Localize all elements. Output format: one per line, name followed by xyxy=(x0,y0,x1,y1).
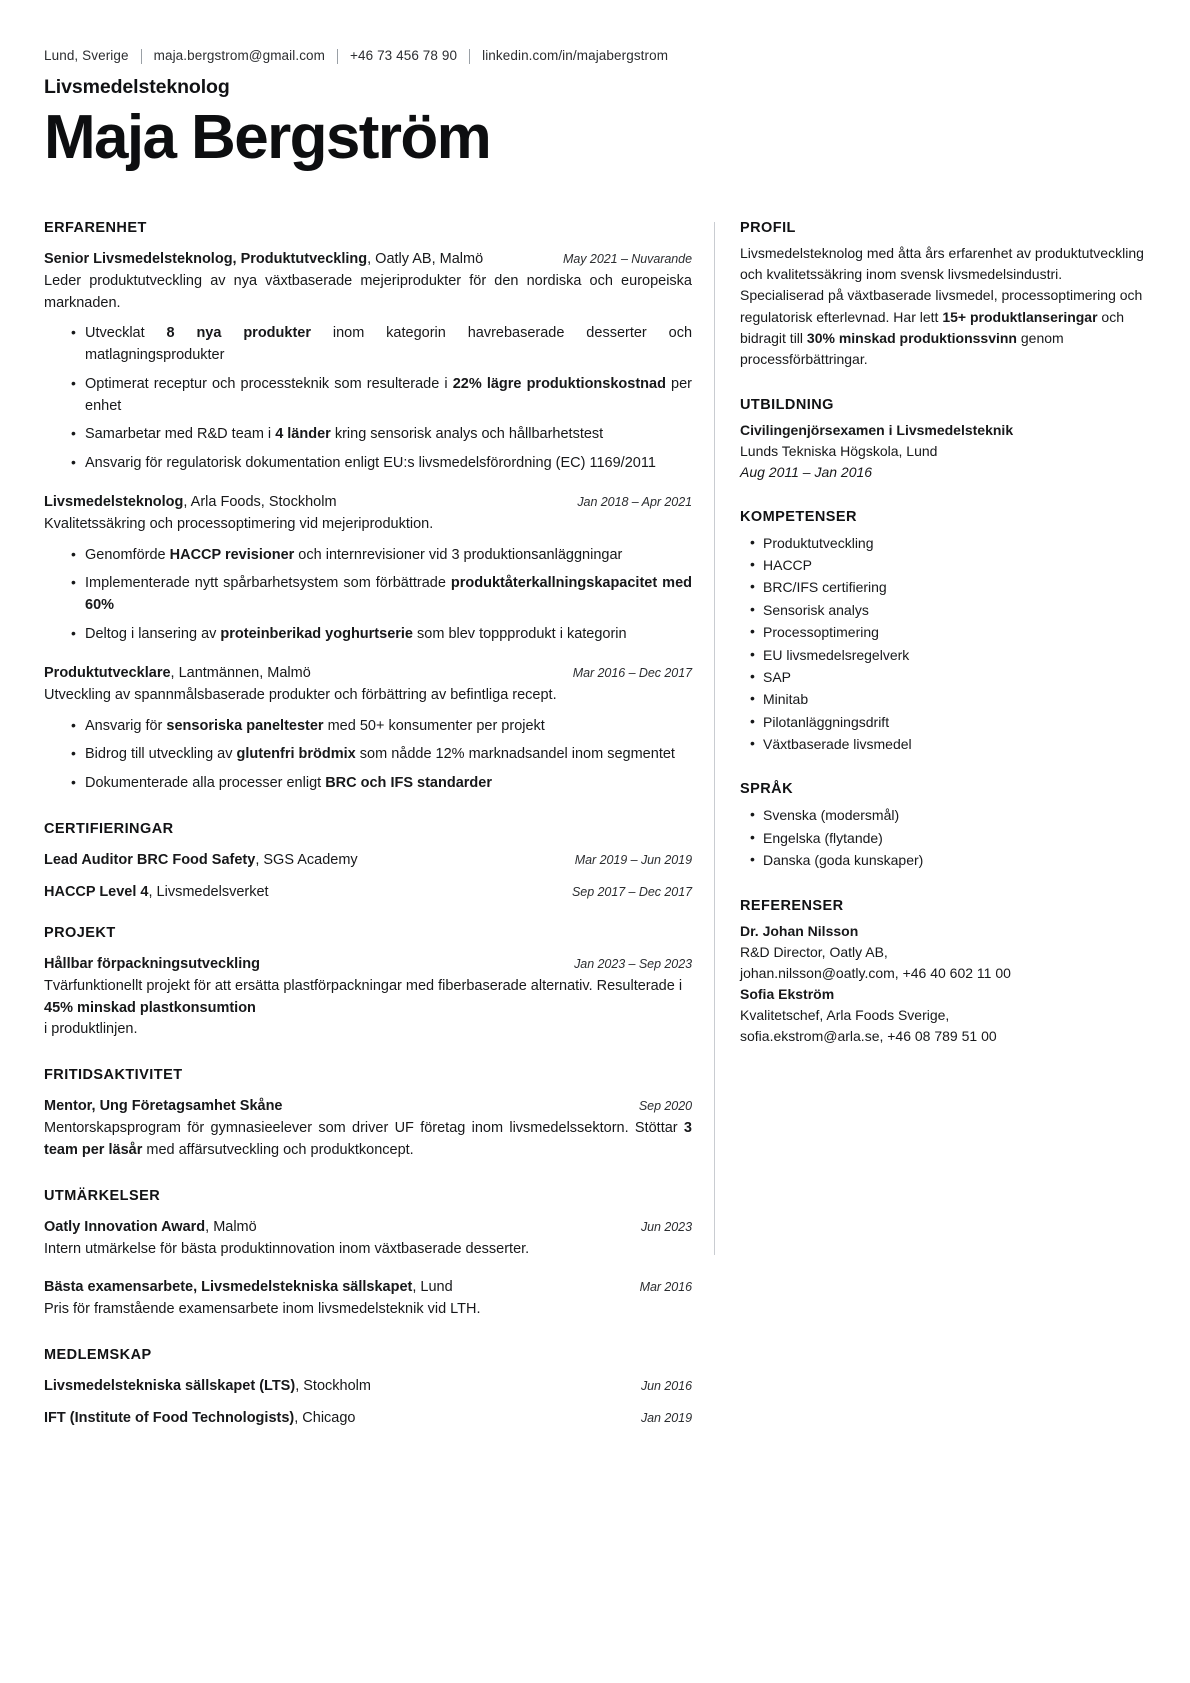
resume-entry xyxy=(44,492,692,646)
list-item: • Samarbetar med R&D team i 4 länder kring sensorisk analys och hållbarhetstest xyxy=(71,424,692,446)
entry-header xyxy=(44,1217,692,1238)
entry-description: Tvärfunktionellt projekt för att ersätta plastförpackningar med fiberbaserade alternativ. Resulterade i 45% minskad plastkonsumtion i produktlinjen. xyxy=(44,977,683,1038)
section-activities xyxy=(44,1067,692,1162)
section-references xyxy=(740,898,1144,1047)
resume-entry xyxy=(44,1408,692,1429)
section-memberships xyxy=(44,1347,692,1429)
entry-title: Produktutvecklare, Lantmännen, Malmö xyxy=(44,664,311,681)
list-item: • HACCP xyxy=(750,554,1144,576)
section-heading-education: UTBILDNING xyxy=(740,396,834,413)
membership-entries xyxy=(44,1376,692,1429)
list-item: • BRC/IFS certifiering xyxy=(750,576,1144,598)
section-heading-skills: KOMPETENSER xyxy=(740,508,857,525)
resume-entry xyxy=(44,850,692,871)
entry-date: Mar 2019 – Jun 2019 xyxy=(574,852,692,867)
body-columns xyxy=(44,220,1144,1455)
entry-title: IFT (Institute of Food Technologists), Chicago xyxy=(44,1410,356,1427)
entry-description: Kvalitetssäkring och processoptimering vid mejeriproduktion. xyxy=(44,515,434,532)
list-item: • Ansvarig för regulatorisk dokumentation enligt EU:s livsmedelsförordning (EC) 1169/2011 xyxy=(71,453,692,475)
experience-entries xyxy=(44,249,692,795)
entry-header xyxy=(44,492,692,513)
contact-line xyxy=(44,48,1144,63)
list-item: • Ansvarig för sensoriska paneltester med 50+ konsumenter per projekt xyxy=(71,716,692,738)
section-skills xyxy=(740,509,1144,756)
reference-item xyxy=(740,921,1144,984)
reference-contact[interactable]: sofia.ekstrom@arla.se, +46 08 789 51 00 xyxy=(740,1027,997,1044)
entry-title: Bästa examensarbete, Livsmedelstekniska sällskapet, Lund xyxy=(44,1279,453,1296)
resume-entry xyxy=(44,1096,692,1162)
section-profile xyxy=(740,220,1144,371)
activity-entries xyxy=(44,1096,692,1162)
list-item: • Minitab xyxy=(750,688,1144,710)
award-entries xyxy=(44,1217,692,1322)
entry-description: Mentorskapsprogram för gymnasieelever som driver UF företag inom livsmedelssektorn. Stöttar 3 team per läsår med affärsutveckling och produktkoncept. xyxy=(44,1120,692,1158)
list-item: • Produktutveckling xyxy=(750,532,1144,554)
entry-header xyxy=(44,663,692,684)
reference-contact[interactable]: johan.nilsson@oatly.com, +46 40 602 11 00 xyxy=(740,964,1011,981)
list-item: • Pilotanläggningsdrift xyxy=(750,711,1144,733)
entry-header xyxy=(44,249,692,270)
entry-date: Mar 2016 – Dec 2017 xyxy=(572,665,692,680)
entry-date: Jun 2016 xyxy=(640,1379,692,1394)
entry-date: Jan 2019 xyxy=(640,1411,692,1426)
entry-date: Jan 2023 – Sep 2023 xyxy=(574,956,692,971)
entry-date: Jan 2018 – Apr 2021 xyxy=(577,494,692,509)
entry-title: HACCP Level 4, Livsmedelsverket xyxy=(44,883,269,900)
contact-separator xyxy=(141,49,142,64)
list-item: • Processoptimering xyxy=(750,621,1144,643)
entry-header xyxy=(44,882,692,903)
section-heading-certifications: CERTIFIERINGAR xyxy=(44,820,174,837)
profile-text: Livsmedelsteknolog med åtta års erfarenhet av produktutveckling och kvalitetssäkring inom svensk livsmedelsindustri. Specialiserad på växtbaserade livsmedel, processoptimering och regulatorisk efterlevnad. Har lett 15+ produktlanseringar och bidragit till 30% minskad produktionssvinn genom processförbättringar. xyxy=(740,244,1144,368)
list-item: • Implementerade nytt spårbarhetsystem som förbättrade produktåterkallningskapacitet med 60% xyxy=(71,573,692,617)
entry-bullet-list xyxy=(44,323,692,475)
reference-item xyxy=(740,984,1144,1047)
entry-title: Senior Livsmedelsteknolog, Produktutveckling, Oatly AB, Malmö xyxy=(44,250,484,267)
contact-linkedin[interactable]: linkedin.com/in/majabergstrom xyxy=(482,48,669,63)
entry-header xyxy=(44,954,692,975)
resume-entry xyxy=(44,882,692,903)
entry-title: Livsmedelsteknolog, Arla Foods, Stockholm xyxy=(44,493,337,510)
entry-bullet-list xyxy=(44,545,692,646)
reference-role: R&D Director, Oatly AB, xyxy=(740,943,888,960)
resume-entry xyxy=(44,663,692,795)
entry-header xyxy=(44,1408,692,1429)
section-heading-projects: PROJEKT xyxy=(44,924,116,941)
section-heading-references: REFERENSER xyxy=(740,897,844,914)
resume-entry xyxy=(44,954,692,1041)
section-heading-activities: FRITIDSAKTIVITET xyxy=(44,1067,183,1084)
section-heading-memberships: MEDLEMSKAP xyxy=(44,1347,152,1364)
list-item: • Växtbaserade livsmedel xyxy=(750,733,1144,755)
entry-title: Hållbar förpackningsutveckling xyxy=(44,955,260,972)
contact-location: Lund, Sverige xyxy=(44,48,129,63)
education-degree: Civilingenjörsexamen i Livsmedelsteknik xyxy=(740,421,1014,438)
resume-entry xyxy=(44,249,692,475)
list-item: • Deltog i lansering av proteinberikad yoghurtserie som blev toppprodukt i kategorin xyxy=(71,624,692,646)
entry-header xyxy=(44,1277,692,1298)
entry-title: Mentor, Ung Företagsamhet Skåne xyxy=(44,1098,283,1115)
job-headline: Livsmedelsteknolog xyxy=(44,76,230,98)
page-title: Maja Bergström xyxy=(44,103,491,172)
education-date: Aug 2011 – Jan 2016 xyxy=(740,463,873,480)
list-item: • Genomförde HACCP revisioner och internrevisioner vid 3 produktionsanläggningar xyxy=(71,545,692,567)
section-projects xyxy=(44,925,692,1041)
entry-title: Oatly Innovation Award, Malmö xyxy=(44,1218,257,1235)
resume-entry xyxy=(44,1217,692,1261)
section-experience xyxy=(44,220,692,795)
entry-header xyxy=(44,1096,692,1117)
section-education xyxy=(740,397,1144,483)
entry-date: Mar 2016 xyxy=(639,1280,692,1295)
entry-bullet-list xyxy=(44,716,692,795)
reference-name: Sofia Ekström xyxy=(740,985,835,1002)
section-certifications xyxy=(44,821,692,903)
list-item: • Danska (goda kunskaper) xyxy=(750,849,1144,871)
entry-date: May 2021 – Nuvarande xyxy=(563,251,692,266)
contact-separator xyxy=(337,49,338,64)
list-item: • SAP xyxy=(750,666,1144,688)
certification-entries xyxy=(44,850,692,903)
languages-list xyxy=(740,804,1144,871)
contact-separator xyxy=(469,49,470,64)
section-heading-awards: UTMÄRKELSER xyxy=(44,1187,161,1204)
contact-email[interactable]: maja.bergstrom@gmail.com xyxy=(153,48,326,63)
section-heading-languages: SPRÅK xyxy=(740,781,794,798)
list-item: • Engelska (flytande) xyxy=(750,827,1144,849)
main-column xyxy=(44,220,714,1455)
sidebar-column xyxy=(715,220,1144,1455)
entry-description: Utveckling av spannmålsbaserade produkter och förbättring av befintliga recept. xyxy=(44,686,557,703)
list-item: • Sensorisk analys xyxy=(750,599,1144,621)
list-item: • Optimerat receptur och processteknik som resulterade i 22% lägre produktionskostnad per enhet xyxy=(71,374,692,418)
list-item: • Utvecklat 8 nya produkter inom kategorin havrebaserade desserter och matlagningsprodukter xyxy=(71,323,692,367)
entry-header xyxy=(44,1376,692,1397)
list-item: • Dokumenterade alla processer enligt BRC och IFS standarder xyxy=(71,773,692,795)
education-school: Lunds Tekniska Högskola, Lund xyxy=(740,442,938,459)
entry-description: Intern utmärkelse för bästa produktinnovation inom växtbaserade desserter. xyxy=(44,1240,530,1257)
reference-role: Kvalitetschef, Arla Foods Sverige, xyxy=(740,1006,950,1023)
reference-name: Dr. Johan Nilsson xyxy=(740,922,859,939)
list-item: • Bidrog till utveckling av glutenfri brödmix som nådde 12% marknadsandel inom segmentet xyxy=(71,744,692,766)
list-item: • EU livsmedelsregelverk xyxy=(750,644,1144,666)
entry-description: Pris för framstående examensarbete inom livsmedelsteknik vid LTH. xyxy=(44,1301,481,1318)
entry-header xyxy=(44,850,692,871)
contact-phone[interactable]: +46 73 456 78 90 xyxy=(350,48,458,63)
resume-entry xyxy=(44,1277,692,1321)
section-languages xyxy=(740,781,1144,871)
section-heading-experience: ERFARENHET xyxy=(44,219,147,236)
list-item: • Svenska (modersmål) xyxy=(750,804,1144,826)
section-awards xyxy=(44,1188,692,1322)
entry-description: Leder produktutveckling av nya växtbaserade mejeriprodukter för den nordiska och europeiska marknaden. xyxy=(44,272,692,311)
entry-date: Jun 2023 xyxy=(640,1219,692,1234)
entry-title: Lead Auditor BRC Food Safety, SGS Academy xyxy=(44,851,358,868)
project-entries xyxy=(44,954,692,1041)
entry-title: Livsmedelstekniska sällskapet (LTS), Stockholm xyxy=(44,1378,371,1395)
resume-entry xyxy=(44,1376,692,1397)
references-list xyxy=(740,921,1144,1047)
entry-date: Sep 2017 – Dec 2017 xyxy=(572,884,692,899)
skills-list xyxy=(740,532,1144,756)
entry-date: Sep 2020 xyxy=(638,1099,692,1114)
section-heading-profile: PROFIL xyxy=(740,219,796,236)
